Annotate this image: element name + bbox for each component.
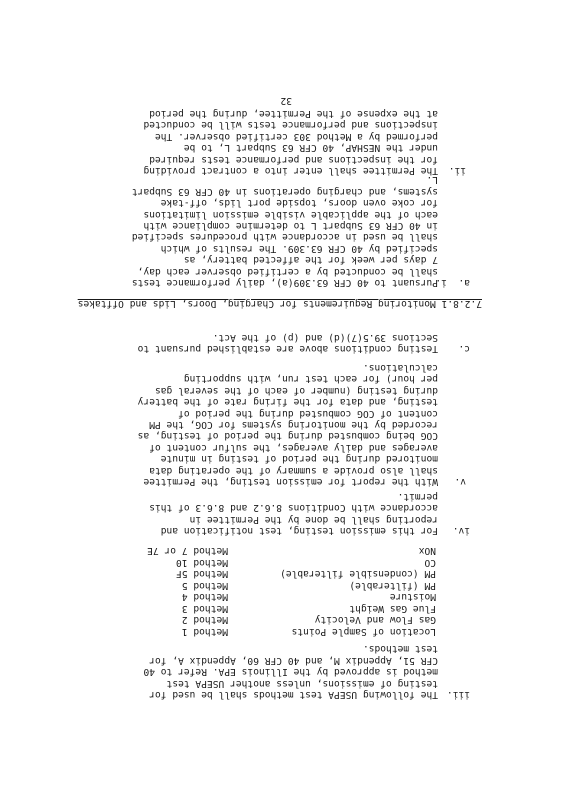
item-v-line: With the report for emission testing, the Permittee [143, 476, 438, 487]
item-iv-line: accordance with Conditions 8.6.2 and 8.6.3 of this [149, 502, 438, 514]
item-iii-line: method is approved by the Illinois EPA. Refer to 40 [143, 666, 438, 678]
item-v-line: content of COG combusted during the period of [178, 407, 438, 419]
item-v-marker: v. [454, 476, 466, 487]
pollutant-cell: Flue Gas Weight [349, 603, 436, 614]
item-iv-line: reporting shall be done by the Permittee in [189, 513, 438, 525]
item-iii-line: The following USEPA test methods shall be used for [149, 689, 438, 700]
pollutant-cell: NOx [418, 545, 436, 557]
item-a-i-marker: a. i. [435, 277, 470, 288]
item-a-i-paragraph [132, 174, 438, 288]
item-ii-line: performed by a Method 303 certified observer. The [154, 130, 438, 142]
pollutant-cell: CO [424, 557, 436, 568]
item-iv-line: permit. [397, 490, 438, 502]
item-a-i-line: shall be conducted by a certified observer each day, [137, 265, 438, 277]
item-iii-line: testing of emissions, unless another USEPA test [166, 677, 438, 689]
item-c-paragraph [138, 331, 438, 354]
item-v-line: COG being combusted during the period of testing, as [137, 430, 438, 442]
item-a-i-line: shall be used in accordance with procedures specified [131, 231, 438, 243]
item-v-line: shall also provide a summary of the operating data [149, 464, 438, 476]
item-iv-line: For this emission testing, test notification and [160, 525, 438, 536]
item-iv-marker: iv. [452, 525, 470, 536]
item-a-i-line: each of the applicable visible emission limitations [143, 208, 438, 220]
item-a-i-line: for coke oven doors, topside port lids, off-take [160, 197, 438, 209]
pollutant-cell: Moisture [389, 591, 436, 603]
item-v-line: recorded by the monitoring systems for COG, the PM [149, 419, 438, 431]
item-v-line: per hour) for each test run, with supporting [183, 373, 438, 385]
item-v-line: during testing (number of each of the several gas [154, 384, 438, 396]
method-cell: Method 7 or 7E [147, 545, 228, 557]
item-a-i-line: in 40 CFR 63 Subpart L to determine compliance with [143, 220, 438, 232]
pollutant-cell: PM (condensible filterable) [280, 568, 436, 580]
item-ii-line: inspections and performance tests will be conducted [143, 119, 438, 131]
method-cell: Method 1 [181, 626, 228, 637]
page-number: 32 [280, 95, 292, 106]
item-c-line: Sections 39.5(7)(d) and (p) of the Act. [212, 331, 438, 343]
item-iii-marker: iii. [446, 689, 470, 700]
item-v-line: monitored during the period of testing in minute [160, 453, 438, 465]
item-v-paragraph [138, 362, 438, 487]
item-a-i-line: 7 days per week for the affected battery, as [183, 254, 438, 266]
item-ii-paragraph [143, 108, 438, 176]
method-cell: Method 5 [181, 580, 228, 591]
item-v-line: averages and daily averages, the sulfur content of [149, 441, 438, 453]
item-ii-line: The Permittee shall enter into a contract providing [143, 165, 438, 176]
method-cell: Method 5F [176, 568, 228, 580]
method-cell: Method 10 [176, 557, 228, 568]
method-cell: Method 2 [181, 614, 228, 626]
pollutant-cell: PM (filterable) [349, 580, 436, 591]
item-ii-marker: ii. [448, 165, 466, 176]
method-cell: Method 4 [181, 591, 228, 603]
pollutant-cell: Gas Flow and Velocity [314, 614, 436, 626]
item-ii-line: at the expense of the Permittee, during the period [149, 108, 438, 120]
item-a-i-line: L. [426, 174, 438, 186]
section-heading [78, 298, 482, 309]
section-heading-text: 7.2.8.1 Monitoring Requirements for Charging, Doors, Lids and Offtakes [77, 298, 482, 309]
item-iii-line: CFR 51, Appendix M, and 40 CFR 60, Appendix A, for [149, 654, 438, 666]
pollutant-cell: Location of Sample Points [291, 626, 436, 637]
item-iii-line: test methods. [362, 643, 438, 655]
item-v-line: testing, and data for the firing rate of the battery [137, 396, 438, 408]
method-cell: Method 3 [181, 603, 228, 614]
item-v-line: calculations. [362, 362, 438, 374]
item-iv-paragraph [149, 490, 438, 536]
item-iii-paragraph [143, 643, 438, 700]
item-c-marker: c. [458, 343, 470, 354]
item-ii-line: for the inspections and performance tests required [149, 153, 438, 165]
item-a-i-line: Pursuant to 40 CFR 63.309(a), daily performance tests [131, 277, 438, 288]
item-a-i-line: systems, and charging operations in 40 CFR 63 Subpart [131, 185, 438, 197]
item-ii-line: under the NESHAP, 40 CFR 63 Subpart L, to be [183, 142, 438, 154]
item-c-line: Testing conditions above are established pursuant to [137, 343, 438, 354]
item-a-i-line: specified by 40 CFR 63.309. The results of which [160, 242, 438, 254]
